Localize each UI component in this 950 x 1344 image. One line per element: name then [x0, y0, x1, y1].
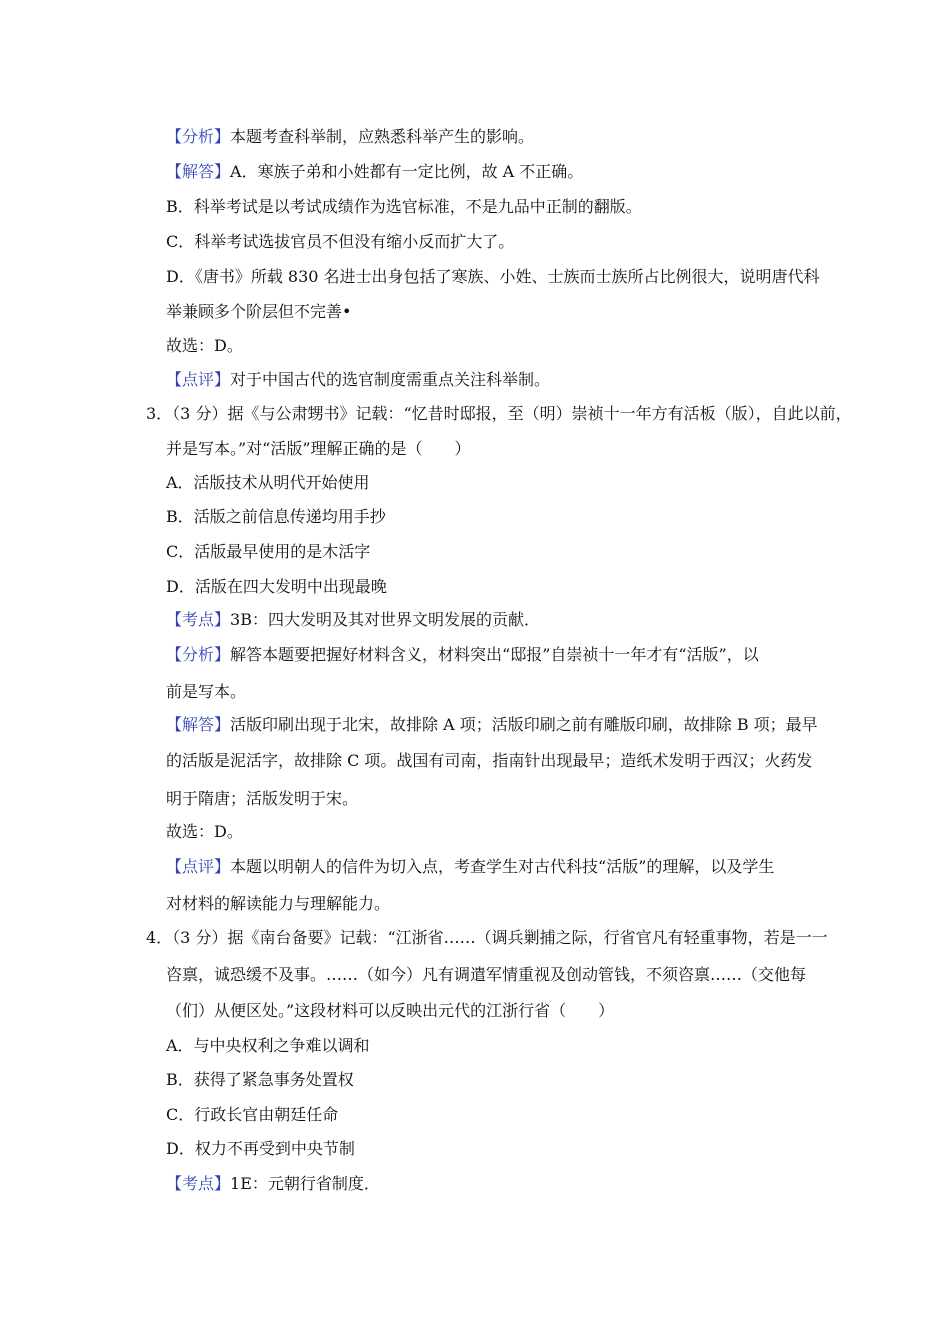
q4-stem-line2: 咨禀，诚恐缓不及事。……（如今）凡有调遣军情重视及创动管钱，不须咨禀……（交他每: [166, 965, 807, 984]
analysis-text: 本题考查科举制，应熟悉科举产生的影响。: [230, 127, 535, 146]
q3-stem-line2: 并是写本。”对“活版”理解正确的是（ ）: [166, 439, 471, 458]
point-tag: 【考点】: [166, 1174, 231, 1193]
answer-tag: 【解答】: [166, 162, 231, 181]
q2-answer-line: [166, 162, 583, 182]
q2-answer-b: B．科举考试是以考试成绩作为选官标准，不是九品中正制的翻版。: [166, 197, 642, 216]
q2-answer-d-line1: D．《唐书》所载 830 名进士出身包括了寒族、小姓、士族而士族所占比例很大，说明唐代科: [166, 267, 820, 286]
q4-option-b: B．获得了紧急事务处置权: [166, 1070, 354, 1089]
answer-tag: 【解答】: [166, 715, 231, 734]
q4-stem-line1: 4．（3 分）据《南台备要》记载：“江浙省……（调兵剿捕之际，行省官凡有轻重事物，若是一一: [146, 928, 828, 947]
q4-option-c: C．行政长官由朝廷任命: [166, 1105, 339, 1124]
q3-comment-line2: 对材料的解读能力与理解能力。: [166, 894, 391, 913]
q4-point-line: [166, 1174, 380, 1194]
answer-text: 活版印刷出现于北宋，故排除 A 项；活版印刷之前有雕版印刷，故排除 B 项；最早: [230, 715, 818, 734]
q3-comment-line1: [166, 857, 774, 877]
q3-option-c: C．活版最早使用的是木活字: [166, 542, 371, 561]
q2-answer-c: C．科举考试选拔官员不但没有缩小反而扩大了。: [166, 232, 515, 251]
point-text: 1E：元朝行省制度．: [230, 1174, 380, 1193]
comment-text: 对于中国古代的选官制度需重点关注科举制。: [230, 370, 551, 389]
point-tag: 【考点】: [166, 610, 231, 629]
q2-analysis-line: [166, 127, 534, 147]
q2-choose: 故选：D。: [166, 336, 243, 355]
analysis-tag: 【分析】: [166, 127, 231, 146]
q3-option-a: A．活版技术从明代开始使用: [166, 473, 370, 492]
q3-answer-line1: [166, 715, 818, 735]
q4-option-d: D．权力不再受到中央节制: [166, 1139, 355, 1158]
q3-option-d: D．活版在四大发明中出现最晚: [166, 577, 387, 596]
point-text: 3B：四大发明及其对世界文明发展的贡献．: [230, 610, 540, 629]
comment-tag: 【点评】: [166, 857, 231, 876]
q3-answer-line3: 明于隋唐；活版发明于宋。: [166, 789, 359, 808]
q3-analysis-line1: [166, 645, 759, 665]
q4-option-a: A．与中央权利之争难以调和: [166, 1036, 370, 1055]
comment-text: 本题以明朝人的信件为切入点，考查学生对古代科技“活版”的理解，以及学生: [230, 857, 775, 876]
comment-tag: 【点评】: [166, 370, 231, 389]
q3-option-b: B．活版之前信息传递均用手抄: [166, 507, 386, 526]
analysis-text: 解答本题要把握好材料含义，材料突出“邸报”自崇祯十一年才有“活版”，以: [230, 645, 759, 664]
q3-analysis-line2: 前是写本。: [166, 682, 247, 701]
q4-stem-line3: （们）从便区处。”这段材料可以反映出元代的江浙行省（ ）: [166, 1001, 615, 1020]
q3-answer-line2: 的活版是泥活字，故排除 C 项。战国有司南，指南针出现最早；造纸术发明于西汉；火药发: [166, 751, 813, 770]
analysis-tag: 【分析】: [166, 645, 231, 664]
q3-choose: 故选：D。: [166, 822, 243, 841]
q2-comment-line: [166, 370, 550, 390]
q3-stem-line1: 3．（3 分）据《与公肃甥书》记载：“忆昔时邸报，至（明）崇祯十一年方有活板（版），自此以前，: [146, 404, 852, 423]
q2-answer-d-line2: 举兼顾多个阶层但不完善•: [166, 302, 352, 321]
answer-a-text: A．寒族子弟和小姓都有一定比例，故 A 不正确。: [230, 162, 584, 181]
q3-point-line: [166, 610, 540, 630]
